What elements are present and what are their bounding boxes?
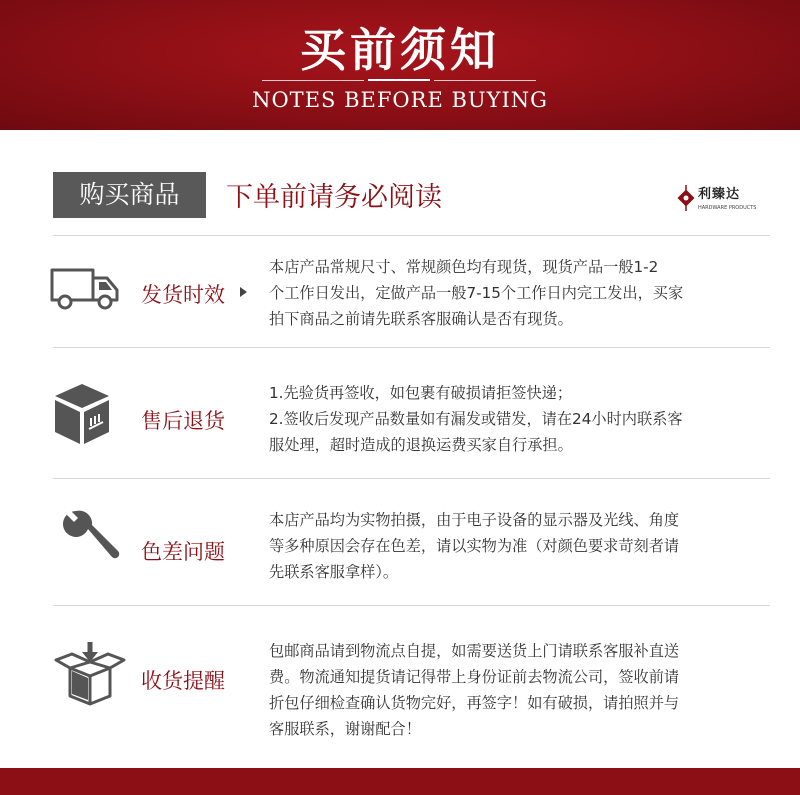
- banner-divider-right: [434, 80, 536, 81]
- logo-mark-icon: [676, 185, 696, 211]
- title-banner: [0, 0, 800, 130]
- banner-title: 买前须知: [300, 23, 500, 77]
- section-text-returns: [269, 380, 779, 458]
- text-line: 折包仔细检查确认货物完好，再签字！如有破损，请拍照并与: [269, 694, 680, 712]
- text-line: 拍下商品之前请先联系客服确认是否有现货。: [269, 310, 573, 328]
- text-line: 等多种原因会存在色差，请以实物为准（对颜色要求苛刻者请: [269, 537, 680, 555]
- delivery-truck-icon: [49, 266, 121, 310]
- text-line: 费。物流通知提货请记得带上身份证前去物流公司，签收前请: [269, 668, 680, 686]
- section-text-color-difference: [269, 507, 779, 585]
- text-line: 服处理，超时造成的退换运费买家自行承担。: [269, 436, 573, 454]
- text-line: 个工作日发出，定做产品一般7-15个工作日内完工发出，买家: [269, 284, 684, 302]
- logo-subtext: HARDWARE PRODUCTS: [698, 205, 757, 211]
- brand-logo: [676, 183, 756, 217]
- banner-divider-left: [262, 80, 364, 81]
- text-line: 客服联系，谢谢配合！: [269, 720, 421, 738]
- arrow-icon: [240, 287, 247, 297]
- section-heading: 下单前请务必阅读: [226, 182, 442, 213]
- divider: [53, 605, 770, 606]
- section-tag: 购买商品: [53, 172, 206, 218]
- section-text-receipt-reminder: [269, 638, 779, 742]
- text-line: 2.签收后发现产品数量如有漏发或错发，请在24小时内联系客: [269, 410, 683, 428]
- footer-bar: [0, 768, 800, 795]
- banner-subtitle: NOTES BEFORE BUYING: [252, 88, 548, 112]
- package-box-icon: [51, 381, 113, 447]
- banner-divider-center: [368, 79, 430, 81]
- section-text-shipping: [269, 254, 779, 332]
- section-label-receipt-reminder: 收货提醒: [141, 669, 225, 693]
- text-line: 1.先验货再签收，如包裹有破损请拒签快递；: [269, 384, 573, 402]
- text-line: 本店产品均为实物拍摄，由于电子设备的显示器及光线、角度: [269, 511, 680, 529]
- section-label-color-difference: 色差问题: [141, 540, 225, 564]
- text-line: 本店产品常规尺寸、常规颜色均有现货，现货产品一般1-2: [269, 258, 659, 276]
- text-line: 包邮商品请到物流点自提，如需要送货上门请联系客服补直送: [269, 642, 680, 660]
- divider: [53, 347, 770, 348]
- open-box-icon: [52, 640, 128, 706]
- divider: [53, 235, 770, 236]
- section-label-returns: 售后退货: [141, 409, 225, 433]
- divider: [53, 478, 770, 479]
- logo-text: 利臻达: [698, 187, 741, 202]
- text-line: 先联系客服拿样）。: [269, 563, 399, 581]
- section-label-shipping: 发货时效: [141, 283, 225, 307]
- wrench-icon: [62, 507, 122, 567]
